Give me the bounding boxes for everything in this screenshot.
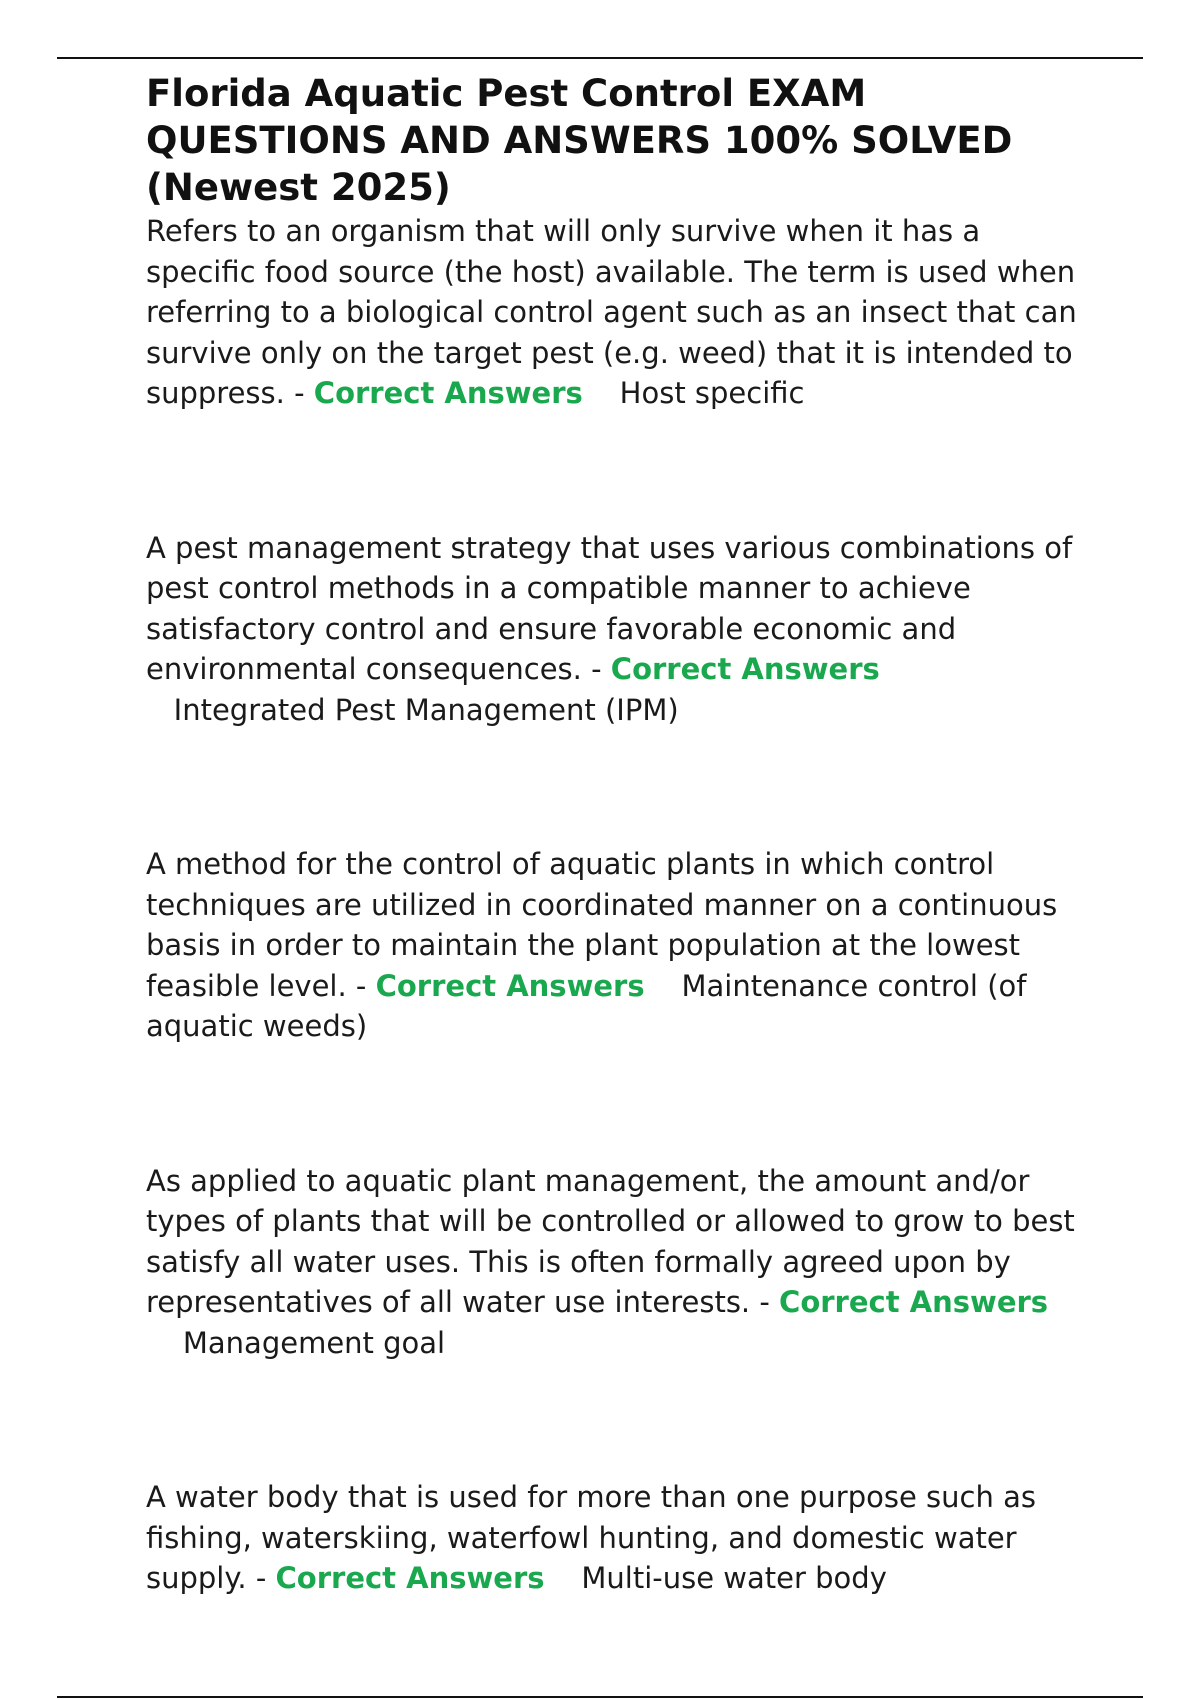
answer-text: Host specific [619,376,805,410]
correct-answers-label: Correct Answers [779,1285,1049,1319]
qa-item-2 [146,528,1086,731]
top-divider [57,57,1143,59]
answer-text: Management goal [182,1325,446,1360]
question-text: Refers to an organism that will only survive when it has a specific food source (the host) available. The term is used when referring to a biological control agent such as an insect that can survive only on the target pest (e.g. weed) that it is intended to suppress. - [146,214,1077,410]
question-text: As applied to aquatic plant management, the amount and/or types of plants that will be controlled or allowed to grow to best satisfy all water uses. This is often formally agreed upon by representatives of all water use interests. - [146,1163,1075,1319]
document-title: Florida Aquatic Pest Control EXAM QUESTIONS AND ANSWERS 100% SOLVED (Newest 2025) [146,72,1013,209]
qa-item-1 [146,211,1086,414]
answer-text: Maintenance control (of aquatic weeds) [146,968,1027,1043]
correct-answers-label: Correct Answers [610,652,880,686]
correct-answers-label: Correct Answers [275,1561,545,1595]
answer-text: Integrated Pest Management (IPM) [173,692,679,727]
document-body [146,70,1086,1599]
question-text: A pest management strategy that uses various combinations of pest control methods in a compatible manner to achieve satisfactory control and ensure favorable economic and environmental consequences. - [146,530,1073,686]
correct-answers-label: Correct Answers [375,968,645,1003]
bottom-divider [57,1696,1143,1698]
qa-item-5 [146,1477,1086,1599]
qa-item-3 [146,844,1086,1047]
correct-answers-label: Correct Answers [313,376,583,410]
qa-item-4 [146,1161,1086,1364]
answer-text: Multi-use water body [581,1561,887,1595]
question-text: A water body that is used for more than one purpose such as fishing, waterskiing, waterfowl hunting, and domestic water supply. - [146,1480,1036,1595]
question-text: A method for the control of aquatic plants in which control techniques are utilized in coordinated manner on a continuous basis in order to maintain the plant population at the lowest feasible level. - [146,847,1058,1003]
